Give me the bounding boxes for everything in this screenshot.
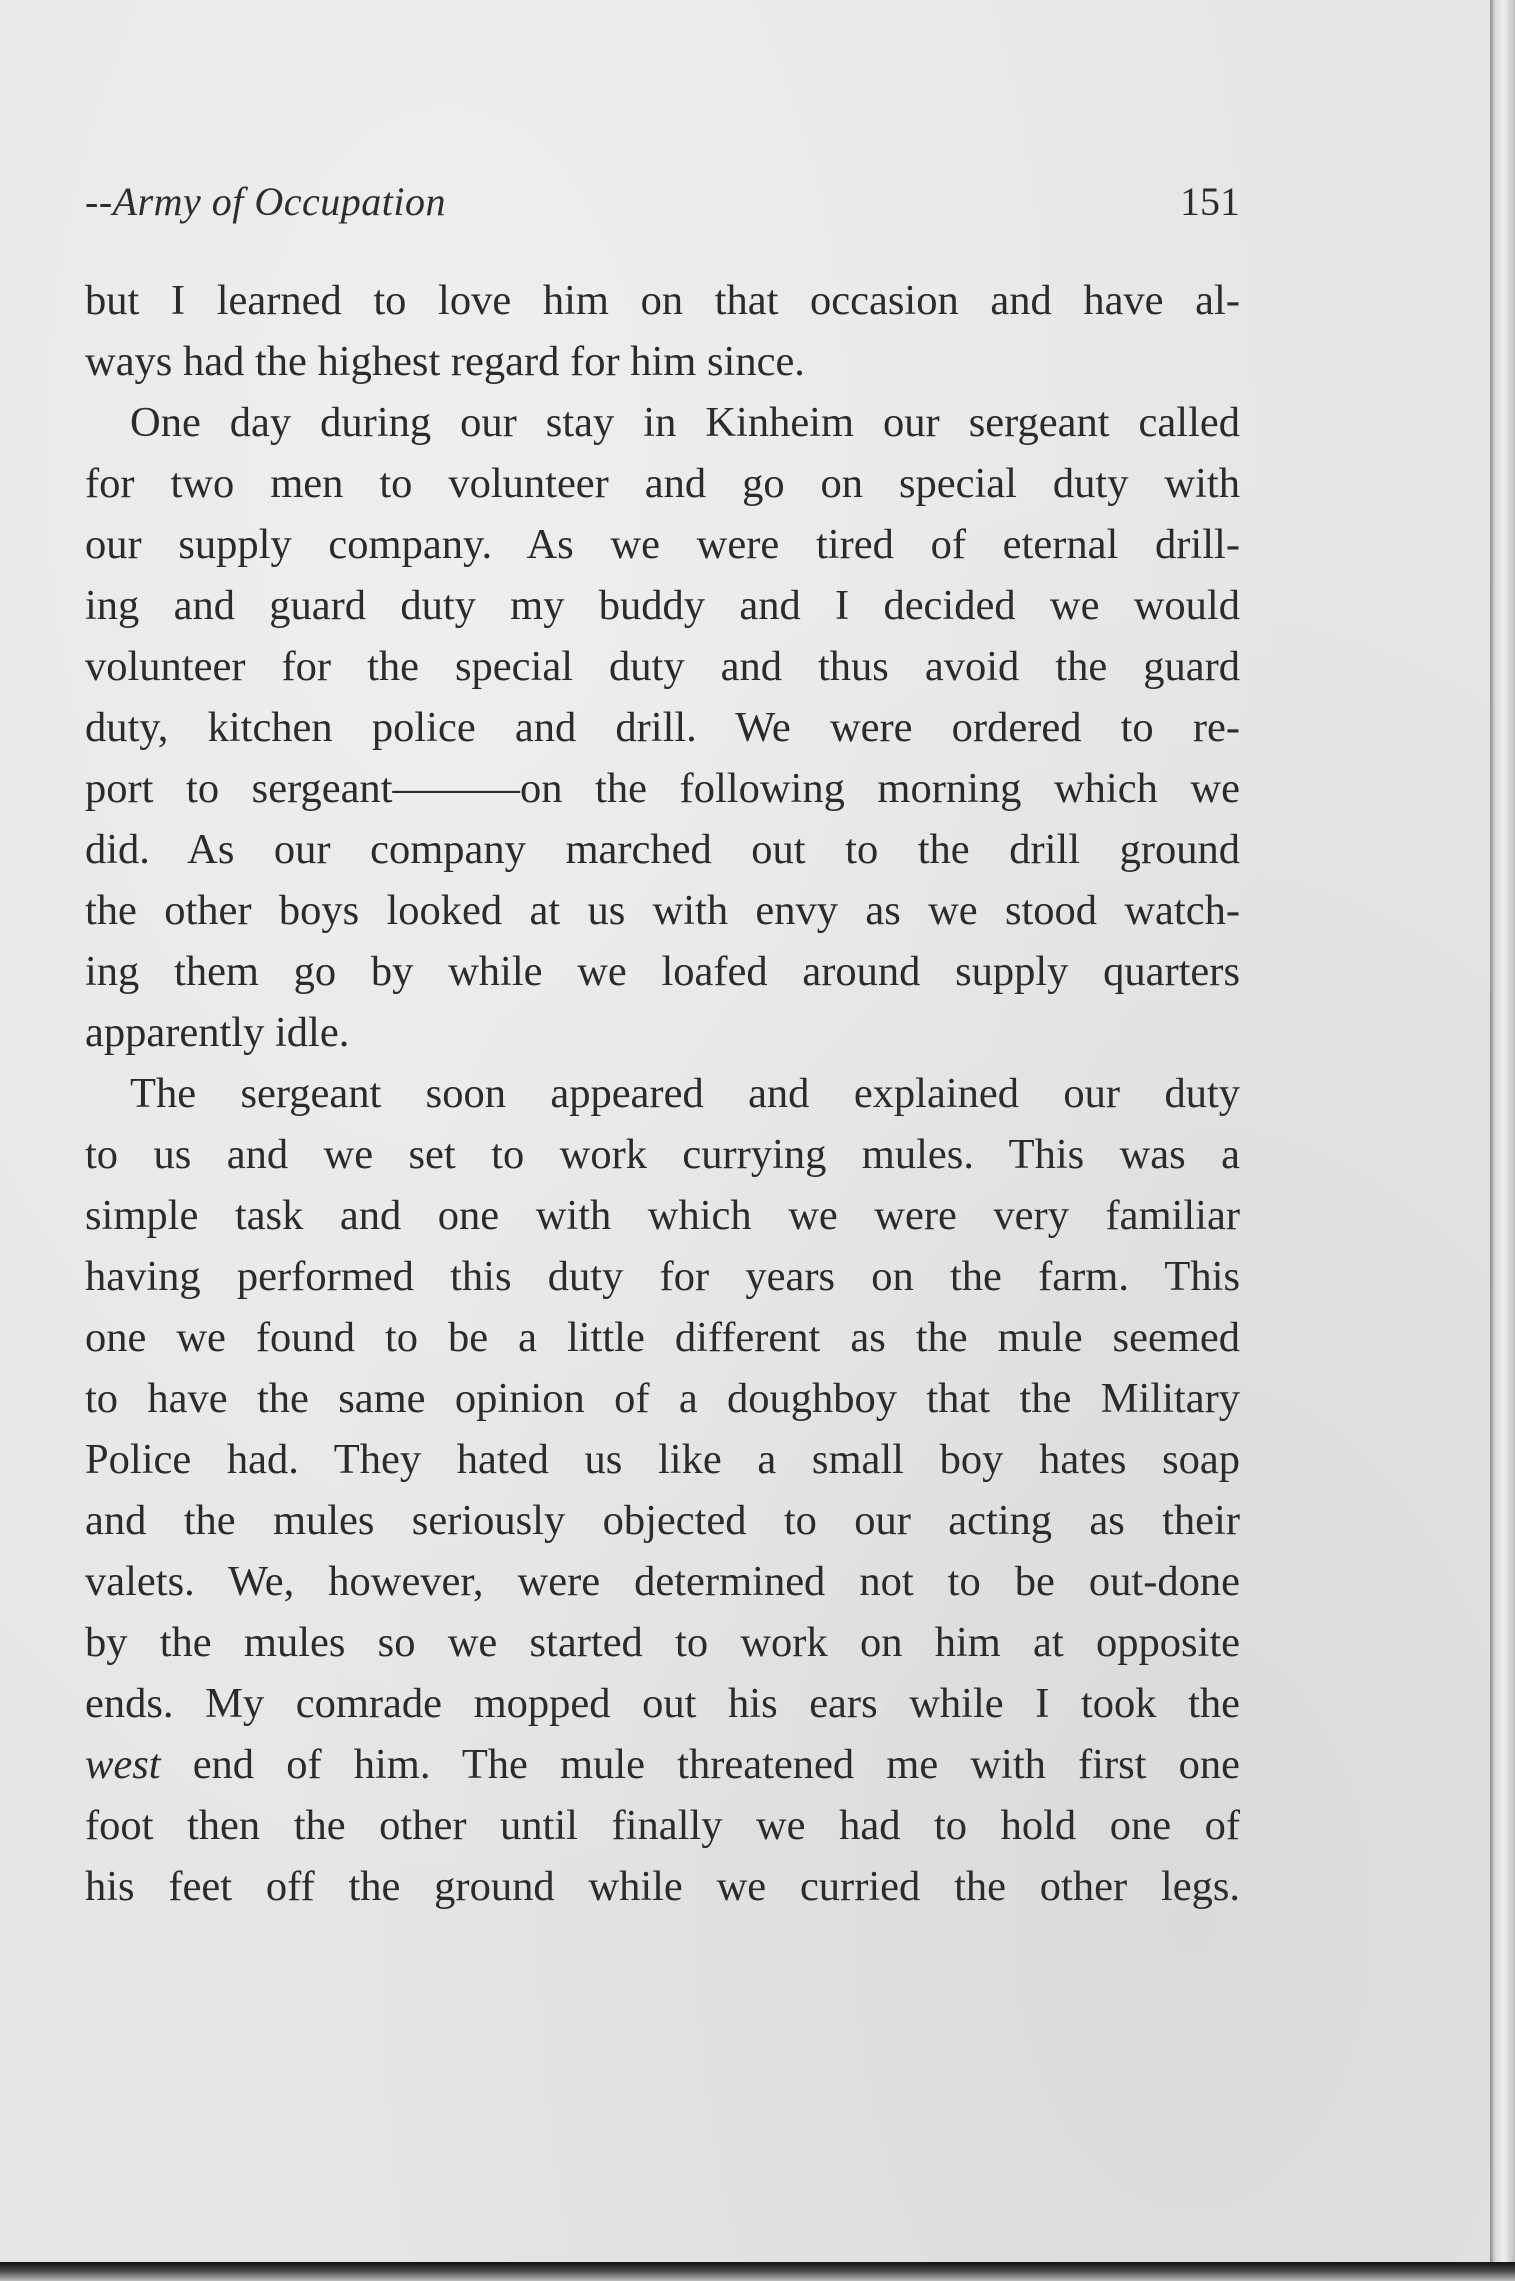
- text-line: simple task and one with which we were very familiar: [85, 1192, 1240, 1239]
- text-line: ways had the highest regard for him since.: [85, 338, 805, 385]
- text-line: having performed this duty for years on the farm. This: [85, 1253, 1240, 1300]
- text-line: did. As our company marched out to the drill ground: [85, 826, 1240, 873]
- text-line: port to sergeant———on the following morning which we: [85, 765, 1240, 812]
- text-line: foot then the other until finally we had to hold one of: [85, 1802, 1240, 1849]
- text-line: ends. My comrade mopped out his ears while I took the: [85, 1680, 1240, 1727]
- text-line: valets. We, however, were determined not to be out-done: [85, 1558, 1240, 1605]
- italic-word: west: [85, 1741, 161, 1788]
- page-edge-bottom: [0, 2262, 1515, 2281]
- text-line: by the mules so we started to work on him at opposite: [85, 1619, 1240, 1666]
- running-title: --Army of Occupation: [85, 179, 447, 224]
- page-number: 151: [1180, 179, 1240, 224]
- page-edge-right: [1490, 0, 1515, 2281]
- text-line: but I learned to love him on that occasion and have al-: [85, 277, 1240, 324]
- text-line: the other boys looked at us with envy as we stood watch-: [85, 887, 1240, 934]
- text-line: his feet off the ground while we curried the other legs.: [85, 1863, 1240, 1910]
- text-line: to us and we set to work currying mules. This was a: [85, 1131, 1240, 1178]
- text-line: One day during our stay in Kinheim our sergeant called: [130, 399, 1240, 446]
- text-line: Police had. They hated us like a small boy hates soap: [85, 1436, 1240, 1483]
- text-line: apparently idle.: [85, 1009, 350, 1056]
- body-text: [85, 270, 1240, 1917]
- line-rest: end of him. The mule threatened me with first one: [160, 1741, 1240, 1788]
- text-line: duty, kitchen police and drill. We were ordered to re-: [85, 704, 1240, 751]
- text-line: and the mules seriously objected to our acting as their: [85, 1497, 1240, 1544]
- text-line: our supply company. As we were tired of eternal drill-: [85, 521, 1240, 568]
- text-line: volunteer for the special duty and thus avoid the guard: [85, 643, 1240, 690]
- text-line: ing them go by while we loafed around supply quarters: [85, 948, 1240, 995]
- text-line-with-italic: [85, 1734, 1240, 1795]
- text-line: The sergeant soon appeared and explained our duty: [130, 1070, 1240, 1117]
- text-line: ing and guard duty my buddy and I decided we would: [85, 582, 1240, 629]
- text-line: for two men to volunteer and go on special duty with: [85, 460, 1240, 507]
- text-line: one we found to be a little different as the mule seemed: [85, 1314, 1240, 1361]
- running-head: [85, 178, 1240, 238]
- text-line: to have the same opinion of a doughboy that the Military: [85, 1375, 1240, 1422]
